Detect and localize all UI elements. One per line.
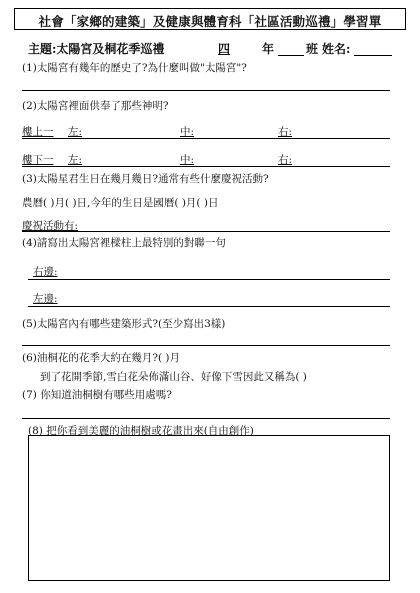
couplet-right-label: 右邊: bbox=[33, 266, 58, 278]
question-3: (3)太陽星君生日在幾月幾日?通常有些什麼慶祝活動? bbox=[22, 173, 269, 185]
upstairs-left-label: 左: bbox=[68, 126, 83, 138]
question-8: (8) 把你看到美麗的油桐樹或花畫出來(自由創作) bbox=[28, 425, 254, 437]
grade-value: 四 bbox=[217, 42, 230, 56]
answer-line-3 bbox=[22, 231, 390, 232]
question-4: (4)請寫出太陽宮裡樑柱上最特別的對聯一句 bbox=[22, 237, 226, 249]
answer-line-1 bbox=[22, 90, 390, 91]
question-3-activities: 慶祝活動有: bbox=[22, 220, 79, 232]
upstairs-right-label: 右: bbox=[278, 126, 293, 138]
class-unit: 班 bbox=[306, 42, 319, 56]
grade-unit: 年 bbox=[262, 42, 275, 56]
downstairs-line bbox=[22, 166, 390, 167]
question-1: (1)太陽宮有幾年的歷史了?為什麼叫做"太陽宮"? bbox=[22, 62, 247, 74]
upstairs-line bbox=[22, 138, 390, 139]
downstairs-right-label: 右: bbox=[278, 154, 293, 166]
answer-line-5 bbox=[22, 345, 390, 346]
upstairs-label: 樓上一 bbox=[22, 126, 54, 138]
question-6: (6)油桐花的花季大約在幾月?( )月 bbox=[22, 352, 181, 364]
topic-label: 主題:太陽宮及桐花季巡禮 bbox=[28, 42, 165, 56]
drawing-area[interactable] bbox=[28, 435, 390, 581]
name-blank bbox=[354, 55, 392, 56]
downstairs-middle-label: 中: bbox=[180, 154, 195, 166]
downstairs-left-label: 左: bbox=[68, 154, 83, 166]
couplet-right-line bbox=[28, 279, 390, 280]
question-3-dates: 農曆( )月( )日,今年的生日是國曆( )月( )日 bbox=[22, 197, 219, 209]
answer-line-7 bbox=[22, 418, 390, 419]
question-7: (7) 你知道油桐樹有哪些用處嗎? bbox=[22, 389, 172, 401]
question-2: (2)太陽宮裡面供奉了那些神明? bbox=[22, 100, 169, 112]
downstairs-label: 樓下一 bbox=[22, 154, 54, 166]
upstairs-middle-label: 中: bbox=[180, 126, 195, 138]
couplet-left-line bbox=[28, 306, 390, 307]
worksheet-title-box bbox=[14, 8, 406, 30]
worksheet-title: 社會「家鄉的建築」及健康與體育科「社區活動巡禮」學習單 bbox=[38, 14, 382, 29]
name-label: 姓名: bbox=[322, 42, 351, 56]
couplet-left-label: 左邊: bbox=[33, 293, 58, 305]
class-blank bbox=[278, 55, 304, 56]
question-6-detail: 到了花開季節,雪白花朵佈滿山谷、好像下雪因此又稱為( ) bbox=[40, 371, 307, 383]
question-5: (5)太陽宮內有哪些建築形式?(至少寫出3樣) bbox=[22, 318, 226, 330]
